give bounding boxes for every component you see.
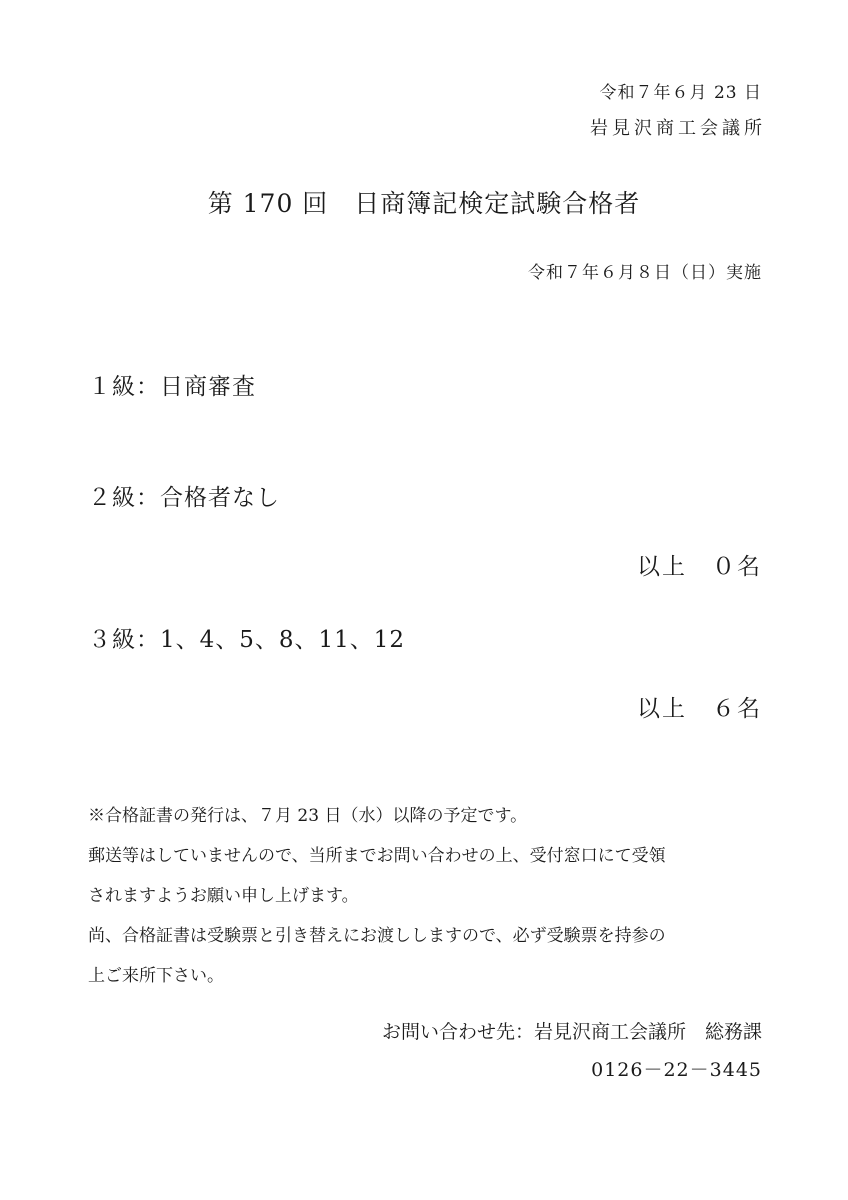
note-line: 上ご来所下さい。 (88, 966, 224, 986)
issuer-name: 岩見沢商工会議所 (590, 118, 766, 139)
issue-date: 令和７年６月 23 日 (599, 83, 762, 103)
grade3-result: ３級：1、4、5、8、11、12 (88, 627, 406, 653)
note-line: 郵送等はしていませんので、当所までお問い合わせの上、受付窓口にて受領 (88, 846, 666, 866)
note-line: されますようお願い申し上げます。 (88, 886, 359, 906)
note-line: 尚、合格証書は受験票と引き替えにお渡ししますので、必ず受験票を持参の (88, 926, 666, 946)
document-title: 第 170 回 日商簿記検定試験合格者 (207, 189, 641, 218)
notes-block (88, 796, 778, 996)
exam-date: 令和７年６月８日（日）実施 (528, 263, 762, 283)
grade3-total: 以上 ６名 (637, 696, 762, 722)
contact-phone: 0126－22－3445 (591, 1059, 762, 1081)
contact-label: お問い合わせ先：岩見沢商工会議所 総務課 (381, 1021, 762, 1043)
note-line: ※合格証書の発行は、７月 23 日（水）以降の予定です。 (88, 806, 528, 826)
grade2-result: ２級：合格者なし (88, 485, 280, 511)
grade1-result: １級：日商審査 (88, 374, 256, 400)
grade2-total: 以上 ０名 (637, 554, 762, 580)
